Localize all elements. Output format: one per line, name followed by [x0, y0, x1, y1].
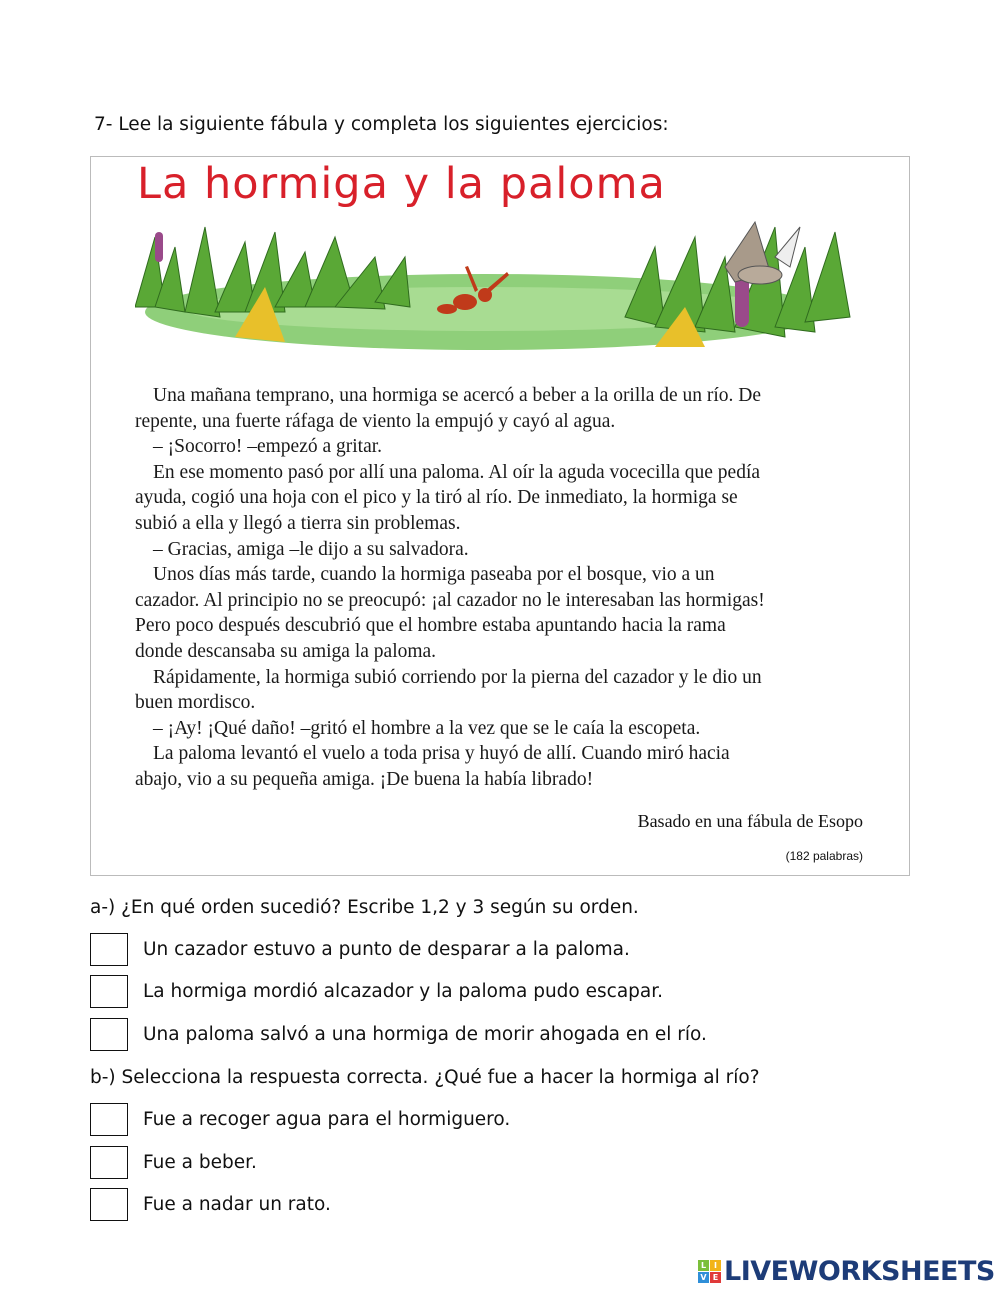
logo-text: LIVEWORKSHEETS — [724, 1256, 995, 1287]
order-item-label: La hormiga mordió alcazador y la paloma pudo escapar. — [143, 980, 664, 1002]
fable-text — [135, 383, 875, 793]
fable-line: abajo, vio a su pequeña amiga. ¡De buena la había librado! — [135, 768, 594, 790]
order-item — [90, 973, 663, 1009]
answer-option-label: Fue a nadar un rato. — [143, 1193, 331, 1215]
order-item — [90, 1016, 707, 1052]
question-b-prompt: b-) Selecciona la respuesta correcta. ¿Qué fue a hacer la hormiga al río? — [90, 1067, 760, 1088]
answer-checkbox[interactable] — [90, 1188, 128, 1221]
answer-checkbox[interactable] — [90, 1146, 128, 1179]
fable-line: Unos días más tarde, cuando la hormiga paseaba por el bosque, vio a un — [153, 564, 715, 586]
answer-option — [90, 1186, 331, 1222]
order-input[interactable] — [90, 1018, 128, 1051]
instruction: 7- Lee la siguiente fábula y completa los siguientes ejercicios: — [94, 114, 669, 135]
fable-line: buen mordisco. — [135, 692, 256, 714]
fable-line: repente, una fuerte ráfaga de viento la empujó y cayó al agua. — [135, 410, 616, 432]
fable-box — [90, 156, 910, 876]
order-input[interactable] — [90, 933, 128, 966]
fable-line: – ¡Ay! ¡Qué daño! –gritó el hombre a la vez que se le caía la escopeta. — [153, 717, 701, 739]
answer-option-label: Fue a recoger agua para el hormiguero. — [143, 1108, 511, 1130]
fable-line: ayuda, cogió una hoja con el pico y la tiró al río. De inmediato, la hormiga se — [135, 487, 738, 509]
fable-line: – Gracias, amiga –le dijo a su salvadora. — [153, 538, 469, 560]
dove-icon — [725, 222, 800, 284]
logo-cubes-icon — [698, 1260, 721, 1283]
question-a-prompt: a-) ¿En qué orden sucedió? Escribe 1,2 y 3 según su orden. — [90, 897, 639, 918]
answer-option-label: Fue a beber. — [143, 1151, 257, 1173]
logo-cube: V — [698, 1272, 709, 1283]
fable-source: Basado en una fábula de Esopo — [637, 811, 863, 831]
answer-option — [90, 1144, 257, 1180]
fable-line: Rápidamente, la hormiga subió corriendo por la pierna del cazador y le dio un — [153, 666, 762, 688]
fable-line: Una mañana temprano, una hormiga se acercó a beber a la orilla de un río. De — [153, 385, 762, 406]
logo-cube: I — [710, 1260, 721, 1271]
order-item — [90, 931, 630, 967]
pond-illustration — [135, 217, 865, 357]
word-count: (182 palabras) — [785, 849, 863, 863]
logo-cube: E — [710, 1272, 721, 1283]
order-input[interactable] — [90, 975, 128, 1008]
order-item-label: Una paloma salvó a una hormiga de morir ahogada en el río. — [143, 1023, 707, 1045]
fable-title: La hormiga y la paloma — [137, 159, 666, 209]
fable-line: donde descansaba su amiga la paloma. — [135, 640, 437, 662]
fable-line: – ¡Socorro! –empezó a gritar. — [153, 436, 383, 458]
answer-option — [90, 1101, 510, 1137]
order-item-label: Un cazador estuvo a punto de desparar a la paloma. — [143, 938, 630, 960]
fable-line: La paloma levantó el vuelo a toda prisa y huyó de allí. Cuando miró hacia — [153, 743, 730, 765]
logo-cube: L — [698, 1260, 709, 1271]
fable-line: subió a ella y llegó a tierra sin problemas. — [135, 512, 461, 534]
fable-line: cazador. Al principio no se preocupó: ¡al cazador no le interesaban las hormigas! — [135, 589, 765, 611]
liveworksheets-logo — [698, 1256, 995, 1287]
fable-line: En ese momento pasó por allí una paloma. Al oír la aguda vocecilla que pedía — [153, 461, 761, 483]
fable-line: Pero poco después descubrió que el hombre estaba apuntando hacia la rama — [135, 615, 726, 637]
answer-checkbox[interactable] — [90, 1103, 128, 1136]
